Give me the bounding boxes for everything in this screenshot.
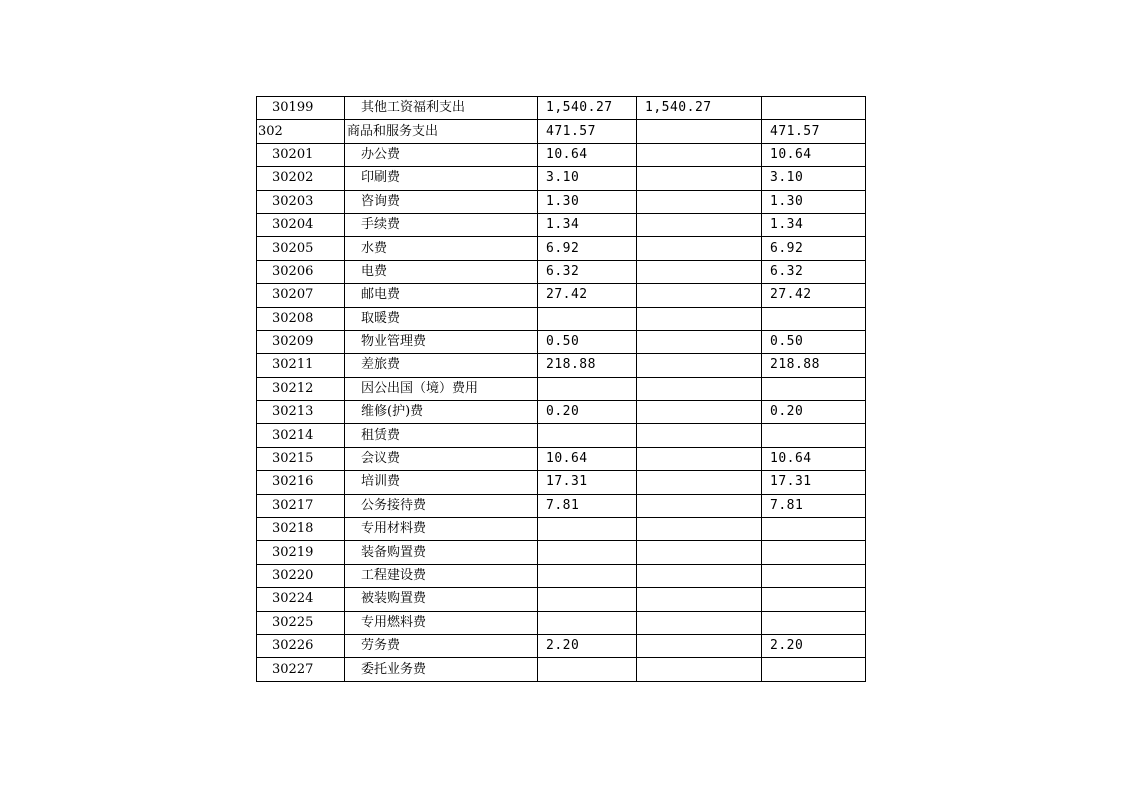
account-code-cell: 30213 xyxy=(257,401,345,424)
project-expenditure-cell xyxy=(762,564,866,587)
total-amount-cell xyxy=(538,611,637,634)
total-amount-cell xyxy=(538,588,637,611)
basic-expenditure-cell xyxy=(637,471,762,494)
project-expenditure-cell: 218.88 xyxy=(762,354,866,377)
basic-expenditure-cell xyxy=(637,284,762,307)
table-row xyxy=(257,213,866,236)
account-code-cell: 30211 xyxy=(257,354,345,377)
account-code-cell: 30212 xyxy=(257,377,345,400)
table-row xyxy=(257,611,866,634)
basic-expenditure-cell xyxy=(637,260,762,283)
table-row xyxy=(257,518,866,541)
table-row xyxy=(257,307,866,330)
project-expenditure-cell: 1.30 xyxy=(762,190,866,213)
project-expenditure-cell: 1.34 xyxy=(762,213,866,236)
total-amount-cell: 6.32 xyxy=(538,260,637,283)
account-name-cell: 差旅费 xyxy=(345,354,538,377)
basic-expenditure-cell xyxy=(637,658,762,681)
project-expenditure-cell: 10.64 xyxy=(762,143,866,166)
account-code-cell: 30219 xyxy=(257,541,345,564)
table-row xyxy=(257,167,866,190)
total-amount-cell: 0.50 xyxy=(538,330,637,353)
basic-expenditure-cell xyxy=(637,518,762,541)
total-amount-cell: 2.20 xyxy=(538,634,637,657)
total-amount-cell: 1,540.27 xyxy=(538,97,637,120)
account-name-cell: 公务接待费 xyxy=(345,494,538,517)
basic-expenditure-cell xyxy=(637,494,762,517)
project-expenditure-cell: 6.32 xyxy=(762,260,866,283)
project-expenditure-cell xyxy=(762,588,866,611)
basic-expenditure-cell xyxy=(637,143,762,166)
account-name-cell: 办公费 xyxy=(345,143,538,166)
project-expenditure-cell: 3.10 xyxy=(762,167,866,190)
account-code-cell: 302 xyxy=(257,120,345,143)
account-name-cell: 邮电费 xyxy=(345,284,538,307)
total-amount-cell: 1.30 xyxy=(538,190,637,213)
account-name-cell: 其他工资福利支出 xyxy=(345,97,538,120)
basic-expenditure-cell xyxy=(637,588,762,611)
account-name-cell: 商品和服务支出 xyxy=(345,120,538,143)
project-expenditure-cell: 7.81 xyxy=(762,494,866,517)
basic-expenditure-cell xyxy=(637,634,762,657)
total-amount-cell xyxy=(538,307,637,330)
project-expenditure-cell xyxy=(762,424,866,447)
table-row xyxy=(257,588,866,611)
account-code-cell: 30227 xyxy=(257,658,345,681)
project-expenditure-cell xyxy=(762,541,866,564)
total-amount-cell xyxy=(538,541,637,564)
account-name-cell: 手续费 xyxy=(345,213,538,236)
table-row xyxy=(257,447,866,470)
project-expenditure-cell: 2.20 xyxy=(762,634,866,657)
account-code-cell: 30216 xyxy=(257,471,345,494)
account-code-cell: 30199 xyxy=(257,97,345,120)
project-expenditure-cell xyxy=(762,611,866,634)
total-amount-cell xyxy=(538,377,637,400)
basic-expenditure-cell xyxy=(637,611,762,634)
basic-expenditure-cell: 1,540.27 xyxy=(637,97,762,120)
table-row xyxy=(257,564,866,587)
total-amount-cell xyxy=(538,518,637,541)
total-amount-cell: 27.42 xyxy=(538,284,637,307)
total-amount-cell xyxy=(538,658,637,681)
project-expenditure-cell xyxy=(762,518,866,541)
project-expenditure-cell: 27.42 xyxy=(762,284,866,307)
account-code-cell: 30207 xyxy=(257,284,345,307)
table-row xyxy=(257,658,866,681)
project-expenditure-cell: 471.57 xyxy=(762,120,866,143)
table-row xyxy=(257,354,866,377)
total-amount-cell: 1.34 xyxy=(538,213,637,236)
account-name-cell: 物业管理费 xyxy=(345,330,538,353)
account-code-cell: 30206 xyxy=(257,260,345,283)
account-code-cell: 30224 xyxy=(257,588,345,611)
table-row xyxy=(257,284,866,307)
account-code-cell: 30225 xyxy=(257,611,345,634)
account-code-cell: 30202 xyxy=(257,167,345,190)
total-amount-cell: 471.57 xyxy=(538,120,637,143)
account-name-cell: 会议费 xyxy=(345,447,538,470)
total-amount-cell: 10.64 xyxy=(538,143,637,166)
account-code-cell: 30203 xyxy=(257,190,345,213)
account-name-cell: 劳务费 xyxy=(345,634,538,657)
table-row xyxy=(257,260,866,283)
project-expenditure-cell: 6.92 xyxy=(762,237,866,260)
project-expenditure-cell: 10.64 xyxy=(762,447,866,470)
basic-expenditure-cell xyxy=(637,354,762,377)
account-name-cell: 印刷费 xyxy=(345,167,538,190)
total-amount-cell: 10.64 xyxy=(538,447,637,470)
project-expenditure-cell xyxy=(762,377,866,400)
table-body xyxy=(257,97,866,682)
total-amount-cell: 3.10 xyxy=(538,167,637,190)
basic-expenditure-cell xyxy=(637,447,762,470)
project-expenditure-cell xyxy=(762,97,866,120)
account-code-cell: 30209 xyxy=(257,330,345,353)
project-expenditure-cell: 17.31 xyxy=(762,471,866,494)
table-row xyxy=(257,401,866,424)
table-row xyxy=(257,190,866,213)
account-name-cell: 被装购置费 xyxy=(345,588,538,611)
account-name-cell: 咨询费 xyxy=(345,190,538,213)
table-row xyxy=(257,143,866,166)
total-amount-cell: 7.81 xyxy=(538,494,637,517)
total-amount-cell: 6.92 xyxy=(538,237,637,260)
basic-expenditure-cell xyxy=(637,564,762,587)
basic-expenditure-cell xyxy=(637,401,762,424)
table-row xyxy=(257,494,866,517)
basic-expenditure-cell xyxy=(637,167,762,190)
account-code-cell: 30205 xyxy=(257,237,345,260)
account-name-cell: 专用燃料费 xyxy=(345,611,538,634)
account-code-cell: 30226 xyxy=(257,634,345,657)
table-row xyxy=(257,424,866,447)
account-name-cell: 委托业务费 xyxy=(345,658,538,681)
basic-expenditure-cell xyxy=(637,424,762,447)
table-row xyxy=(257,97,866,120)
expenditure-table xyxy=(256,96,866,682)
account-name-cell: 租赁费 xyxy=(345,424,538,447)
table-row xyxy=(257,120,866,143)
table-row xyxy=(257,237,866,260)
basic-expenditure-cell xyxy=(637,307,762,330)
table-row xyxy=(257,471,866,494)
account-name-cell: 工程建设费 xyxy=(345,564,538,587)
basic-expenditure-cell xyxy=(637,377,762,400)
account-code-cell: 30204 xyxy=(257,213,345,236)
basic-expenditure-cell xyxy=(637,120,762,143)
account-code-cell: 30217 xyxy=(257,494,345,517)
basic-expenditure-cell xyxy=(637,541,762,564)
total-amount-cell xyxy=(538,564,637,587)
account-code-cell: 30201 xyxy=(257,143,345,166)
project-expenditure-cell: 0.50 xyxy=(762,330,866,353)
table-row xyxy=(257,634,866,657)
total-amount-cell: 17.31 xyxy=(538,471,637,494)
basic-expenditure-cell xyxy=(637,213,762,236)
account-code-cell: 30220 xyxy=(257,564,345,587)
project-expenditure-cell: 0.20 xyxy=(762,401,866,424)
basic-expenditure-cell xyxy=(637,190,762,213)
basic-expenditure-cell xyxy=(637,237,762,260)
table-row xyxy=(257,377,866,400)
account-name-cell: 电费 xyxy=(345,260,538,283)
account-code-cell: 30215 xyxy=(257,447,345,470)
account-name-cell: 专用材料费 xyxy=(345,518,538,541)
account-name-cell: 维修(护)费 xyxy=(345,401,538,424)
account-name-cell: 因公出国（境）费用 xyxy=(345,377,538,400)
project-expenditure-cell xyxy=(762,307,866,330)
table-row xyxy=(257,330,866,353)
basic-expenditure-cell xyxy=(637,330,762,353)
account-name-cell: 取暖费 xyxy=(345,307,538,330)
total-amount-cell: 0.20 xyxy=(538,401,637,424)
account-name-cell: 水费 xyxy=(345,237,538,260)
total-amount-cell xyxy=(538,424,637,447)
account-name-cell: 装备购置费 xyxy=(345,541,538,564)
account-code-cell: 30214 xyxy=(257,424,345,447)
table-row xyxy=(257,541,866,564)
account-name-cell: 培训费 xyxy=(345,471,538,494)
project-expenditure-cell xyxy=(762,658,866,681)
account-code-cell: 30208 xyxy=(257,307,345,330)
account-code-cell: 30218 xyxy=(257,518,345,541)
total-amount-cell: 218.88 xyxy=(538,354,637,377)
